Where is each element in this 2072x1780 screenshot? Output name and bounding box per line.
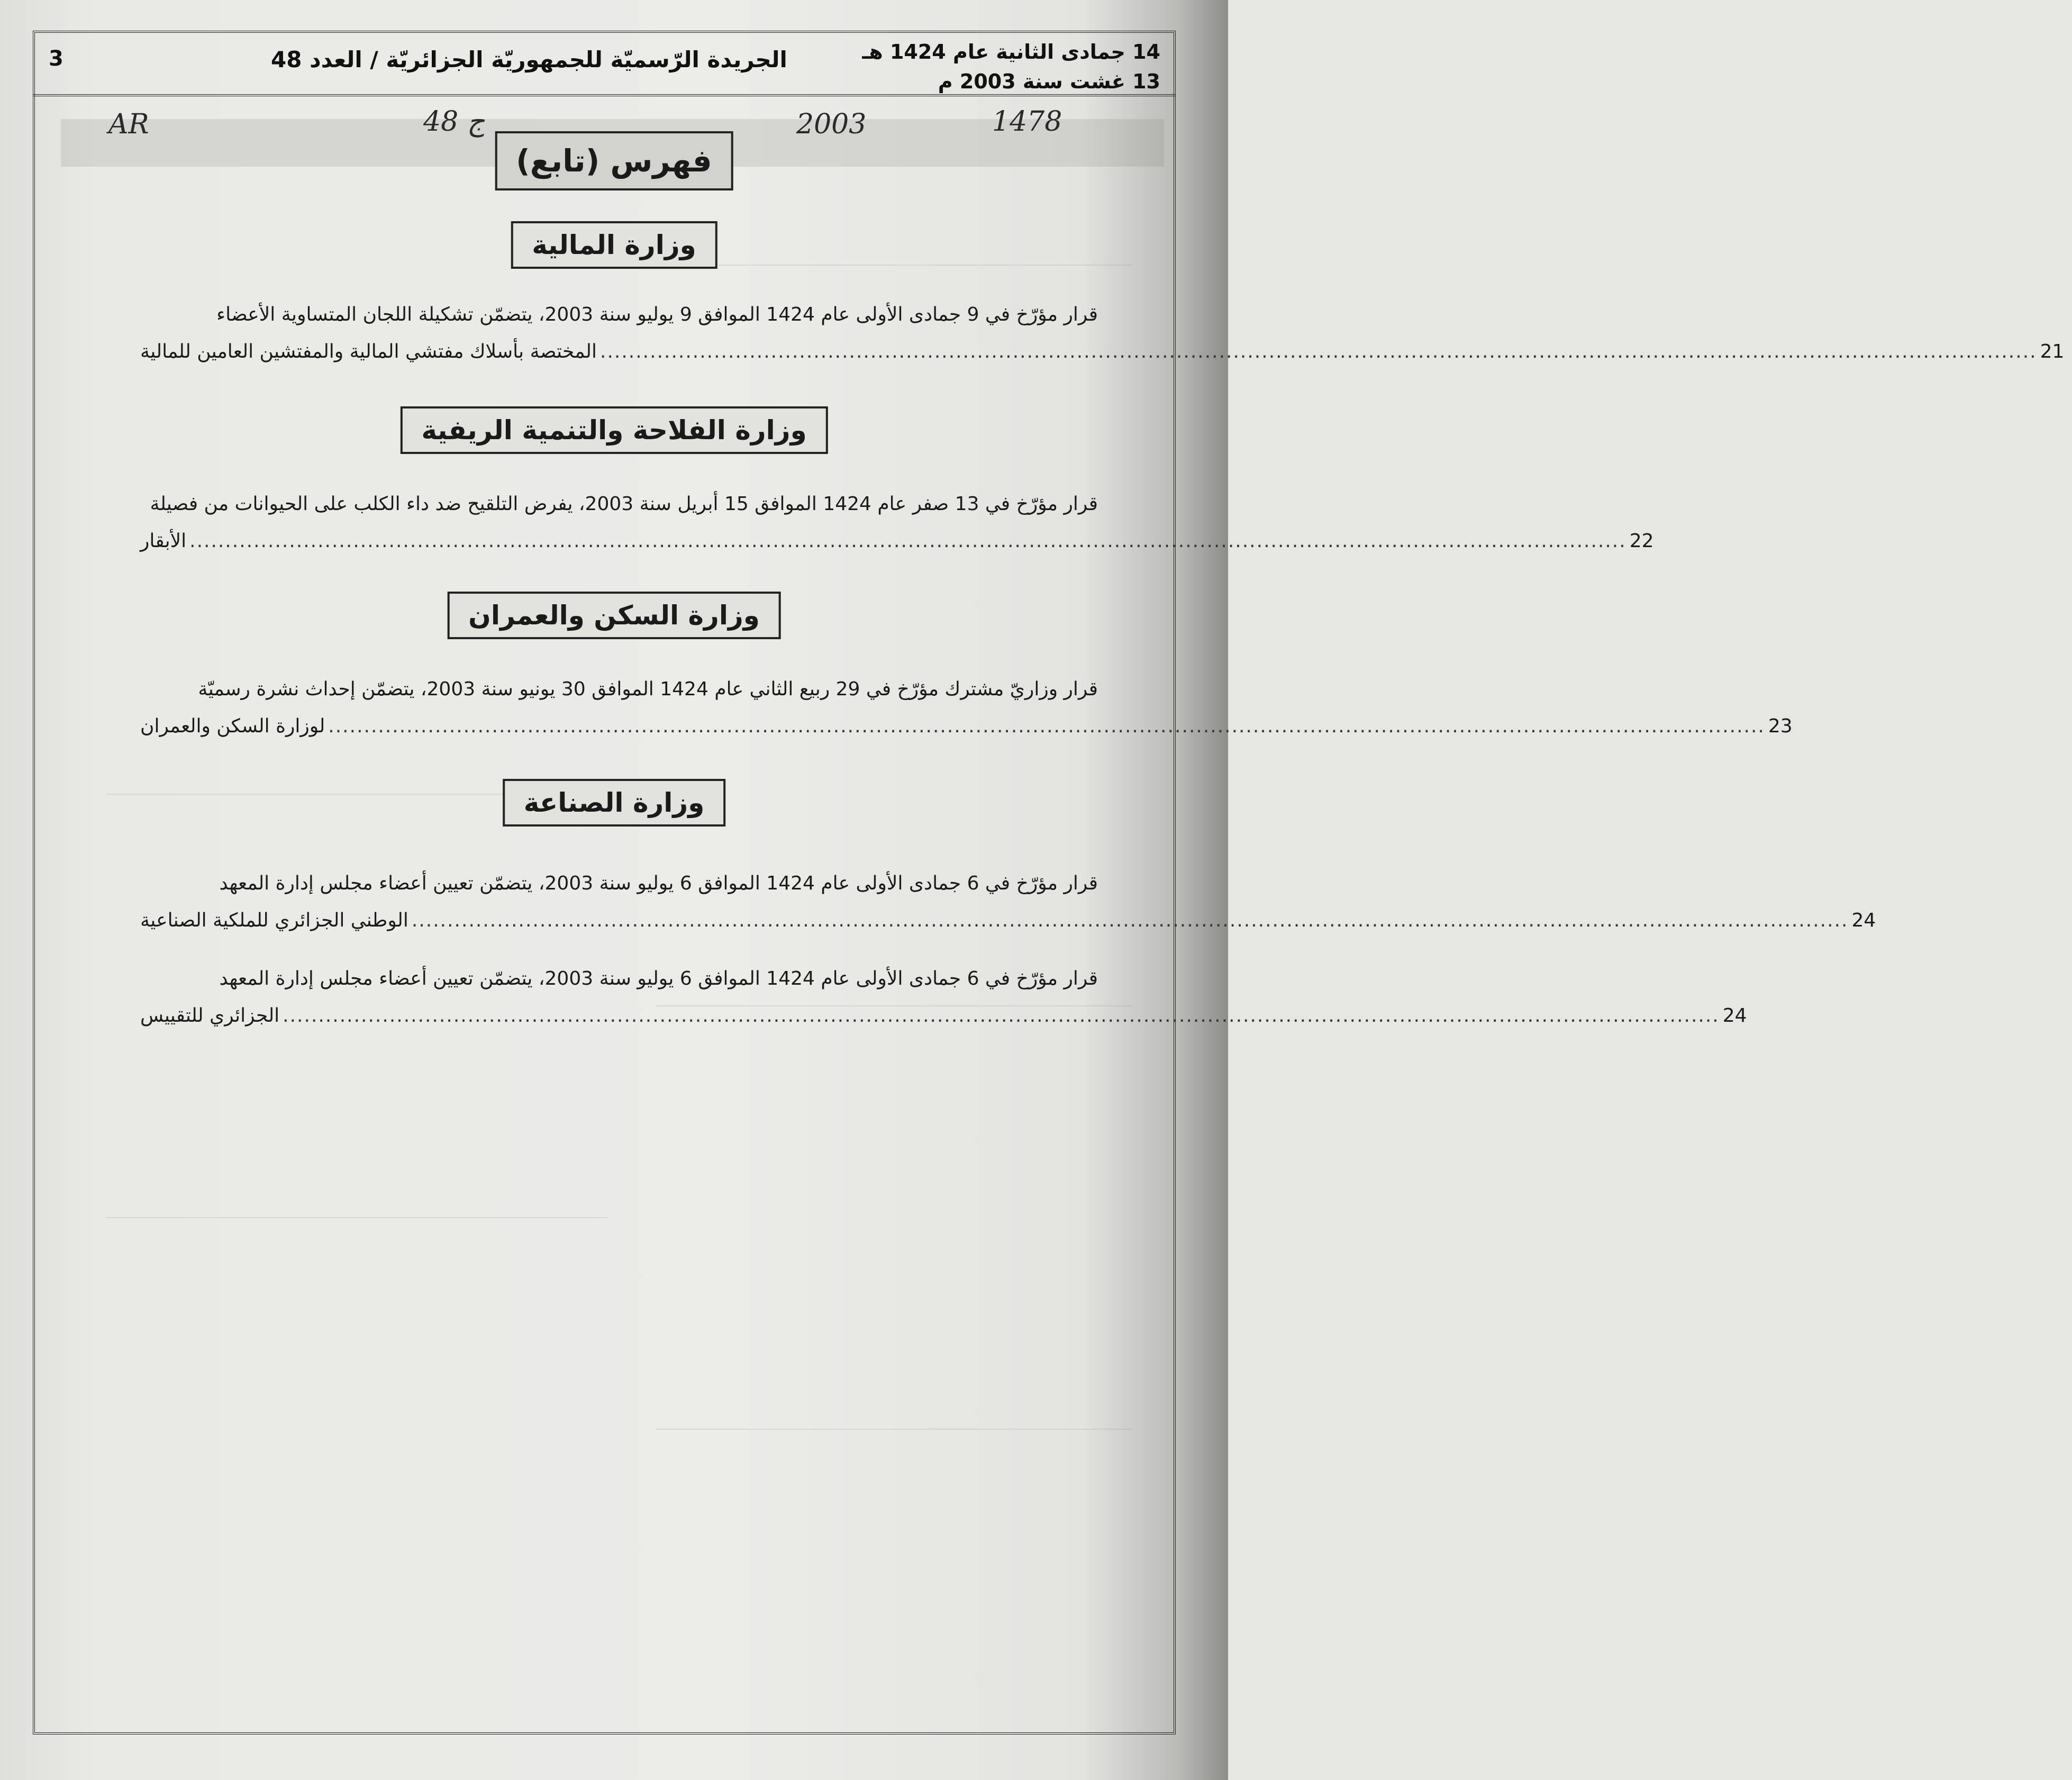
entry-last-text: الوطني الجزائري للملكية الصناعية (140, 910, 408, 931)
index-title: فهرس (تابع) (495, 131, 733, 190)
index-entry (140, 960, 1747, 1034)
page-number: 3 (49, 47, 63, 71)
entry-page-number: 24 (1851, 910, 1876, 931)
handwritten-note: 48 ج (423, 106, 485, 138)
entry-text: قرار مؤرّخ في 6 جمادى الأولى عام 1424 الموافق 6 يوليو سنة 2003، يتضمّن تعيين أعضاء مجلس إدارة المعهد (219, 968, 1098, 989)
entry-last-text: الأبقار (140, 530, 187, 552)
entry-last-text: لوزارة السكن والعمران (140, 715, 325, 737)
leader-dots: .......................................................................................................................................................................................................... (600, 341, 2037, 362)
handwritten-note: 1478 (992, 106, 1062, 138)
entry-page-number: 21 (2040, 341, 2065, 362)
leader-dots: .......................................................................................................................................................................................................... (189, 530, 1626, 552)
entry-text: قرار مؤرّخ في 9 جمادى الأولى عام 1424 الموافق 9 يوليو سنة 2003، يتضمّن تشكيلة اللجان المتساوية الأعضاء (216, 304, 1098, 325)
entry-text: قرار مؤرّخ في 13 صفر عام 1424 الموافق 15 أبريل سنة 2003، يفرض التلقيح ضد داء الكلب على الحيوانات من فصيلة (150, 493, 1098, 515)
issue-date (862, 37, 1160, 96)
entry-page-number: 23 (1768, 715, 1793, 737)
handwritten-note: AR (108, 108, 149, 140)
leader-dots: .......................................................................................................................................................................................................... (283, 1005, 1720, 1027)
hijri-date: 14 جمادى الثانية عام 1424 هـ (862, 40, 1160, 63)
index-entry (140, 865, 1876, 939)
section-heading-agriculture: وزارة الفلاحة والتنمية الريفية (400, 406, 828, 454)
handwritten-note: 2003 (796, 108, 867, 140)
section-heading-housing: وزارة السكن والعمران (447, 592, 781, 639)
index-entry (140, 671, 1793, 745)
entry-last-text: الجزائري للتقييس (140, 1005, 280, 1027)
bleed-through-line (656, 1429, 1132, 1430)
entry-text: قرار وزاريّ مشترك مؤرّخ في 29 ربيع الثاني عام 1424 الموافق 30 يونيو سنة 2003، يتضمّن إحداث نشرة رسميّة (198, 678, 1098, 700)
index-entry (140, 296, 2065, 370)
bleed-through-line (106, 1217, 608, 1218)
leader-dots: .......................................................................................................................................................................................................... (328, 715, 1765, 737)
entry-last-line (140, 333, 2065, 370)
entry-last-line (140, 902, 1876, 939)
entry-page-number: 24 (1722, 1005, 1747, 1027)
index-entry (140, 486, 1654, 560)
section-heading-finance: وزارة المالية (511, 221, 717, 269)
gregorian-date: 13 غشت سنة 2003 م (938, 70, 1160, 93)
entry-page-number: 22 (1629, 530, 1654, 552)
journal-title: الجريدة الرّسميّة للجمهوريّة الجزائريّة / العدد 48 (271, 47, 787, 72)
entry-last-text: المختصة بأسلاك مفتشي المالية والمفتشين العامين للمالية (140, 341, 597, 362)
leader-dots: .......................................................................................................................................................................................................... (411, 910, 1849, 931)
entry-last-line (140, 523, 1654, 560)
entry-last-line (140, 708, 1793, 745)
entry-text: قرار مؤرّخ في 6 جمادى الأولى عام 1424 الموافق 6 يوليو سنة 2003، يتضمّن تعيين أعضاء مجلس إدارة المعهد (219, 873, 1098, 894)
section-heading-industry: وزارة الصناعة (503, 779, 726, 827)
entry-last-line (140, 997, 1747, 1034)
bleed-through-line (656, 265, 1132, 266)
